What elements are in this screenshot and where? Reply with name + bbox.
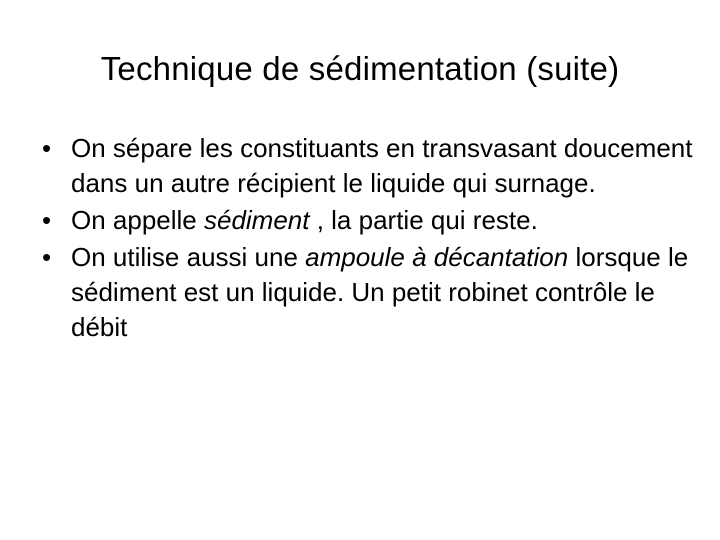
bullet-text-start: On utilise aussi une [71,242,306,272]
bullet-list [42,131,702,347]
bullet-marker: • [42,242,52,272]
bullet-marker: • [42,205,52,235]
bullet-text: On sépare les constituants en transvasant doucement dans un autre récipient le liquide qui surnage. [71,133,693,198]
emphasized-term: ampoule à décantation [305,242,569,272]
bullet-text-start: On appelle [71,205,204,235]
bullet-text-end: , la partie qui reste. [309,205,538,235]
bullet-marker: • [42,133,52,163]
bullet-item [42,240,702,345]
slide-title: Technique de sédimentation (suite) [100,50,620,87]
emphasized-term: sédiment [203,205,310,235]
bullet-text-end: lorsque le sédiment est un liquide. Un petit robinet contrôle le débit [71,242,689,342]
bullet-item [42,203,702,238]
bullet-item [42,131,702,201]
bullet-text [71,242,688,342]
bullet-text [71,205,538,235]
